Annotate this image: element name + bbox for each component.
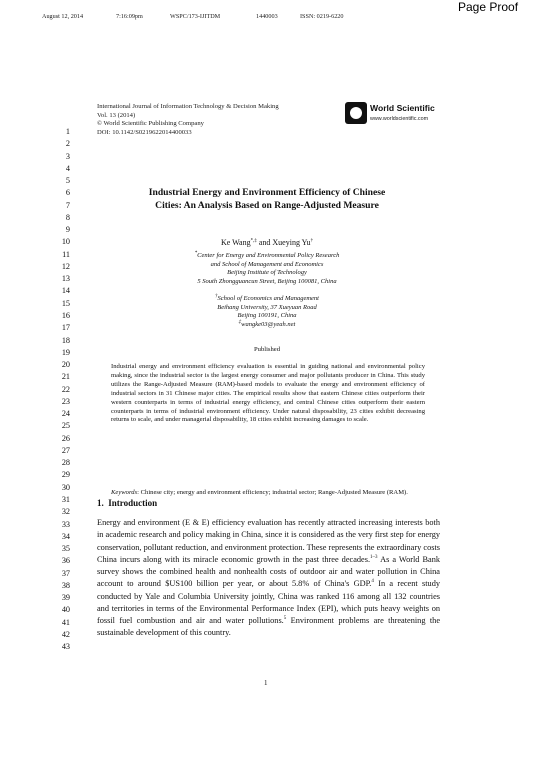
line-number: 38 — [61, 580, 70, 590]
line-number: 24 — [61, 409, 70, 419]
author-marks: *,‡ — [250, 238, 257, 244]
published-label: Published — [253, 346, 280, 353]
line-number: 17 — [61, 323, 70, 333]
line-number: 18 — [61, 335, 70, 345]
email-mark: ‡ — [238, 319, 242, 325]
author-marks: † — [310, 238, 314, 244]
line-number: 12 — [61, 261, 70, 271]
line-number: 33 — [61, 519, 70, 529]
author-connector: and — [258, 238, 271, 247]
line-number: 34 — [61, 531, 70, 541]
abstract: Industrial energy and environment efficiency evaluation is essential in guiding national and environmental policy making, since the industrial sector is the largest energy consumer and major pollutants producer in China. This study utilizes the Range-Adjusted Measure (RAM)-based models to evaluate the energy and environment efficiency of industrial sectors in 31 Chinese major cities. The empirical results show that eastern Chinese cities outperform their western counterparts in terms of industrial energy efficiency, and central Chinese cities outperform their eastern counterparts in terms of industrial environment efficiency. Under natural disposability, 23 cities exhibit decreasing returns to scale, and under managerial disposability, 18 cities exhibit increasing damages to scale. — [111, 363, 425, 424]
author-name: Xueying Yu — [272, 238, 311, 247]
header-journal-code: WSPC/173-IJITDM — [170, 13, 221, 20]
line-number: 19 — [61, 347, 70, 357]
affiliation-mark: * — [194, 250, 198, 256]
line-number: 30 — [61, 482, 70, 492]
line-number: 41 — [61, 617, 70, 627]
keywords-text: : Chinese city; energy and environment efficiency; industrial sector; Range-Adjusted Measure (RAM). — [137, 489, 408, 496]
publisher-url: www.worldscientific.com — [370, 116, 429, 122]
author-email[interactable]: wangke03@yeah.net — [241, 321, 296, 329]
world-scientific-logo-icon — [345, 102, 367, 124]
keywords — [111, 489, 425, 498]
affiliation-mark: † — [215, 293, 218, 299]
journal-name: International Journal of Information Technology & Decision Making — [97, 103, 279, 110]
line-numbers — [56, 126, 70, 653]
line-number: 28 — [61, 458, 70, 468]
section-heading — [97, 498, 157, 508]
header-time: 7:16:09pm — [116, 13, 143, 20]
affiliation-line: School of Economics and Management — [217, 295, 319, 302]
intro-text: As a World Bank survey shows the combined health and nonhealth costs of outdoor air and water pollution in China account to around $US100 billion per year, or about 5.8% of China's GDP. — [97, 554, 440, 589]
author-name: Ke Wang — [220, 238, 251, 247]
line-number: 8 — [65, 212, 70, 222]
line-number: 39 — [61, 593, 70, 603]
citation[interactable]: 4 — [371, 579, 374, 585]
affiliation-line: Beihang University, 37 Xueyuan Road — [217, 303, 317, 311]
line-number: 5 — [65, 176, 70, 186]
line-number: 42 — [61, 629, 70, 639]
line-number: 7 — [65, 200, 70, 210]
introduction-paragraph — [97, 517, 440, 640]
line-number: 27 — [61, 445, 70, 455]
section-title: Introduction — [108, 498, 158, 508]
line-number: 9 — [65, 225, 70, 235]
line-number: 13 — [61, 274, 70, 284]
citation[interactable]: 1–3 — [370, 555, 378, 561]
line-number: 20 — [61, 360, 70, 370]
page-proof-label: Page Proof — [458, 0, 519, 14]
section-number: 1. — [97, 498, 104, 508]
line-number: 29 — [61, 470, 70, 480]
line-number: 43 — [61, 642, 70, 652]
keywords-label: Keywords — [111, 489, 138, 496]
affiliation-1 — [97, 252, 437, 287]
line-number: 31 — [61, 494, 70, 504]
line-number: 23 — [61, 396, 70, 406]
line-number: 21 — [61, 372, 70, 382]
header-issn: ISSN: 0219-6220 — [300, 13, 344, 20]
journal-volume: Vol. 13 (2014) — [97, 111, 136, 119]
line-number: 10 — [61, 237, 70, 247]
affiliation-line: and School of Management and Economics — [210, 260, 324, 268]
line-number: 1 — [65, 127, 70, 136]
title-line: Industrial Energy and Environment Efficiency of Chinese — [148, 187, 386, 198]
line-number: 11 — [62, 249, 70, 259]
line-number: 40 — [61, 605, 70, 615]
intro-text: In a recent study conducted by Yale and Columbia University jointly, China was ranked 116 among all 132 countries and territories in terms of the Environmental Performance Index (EPI), which puts heavy weights on fossil fuel combustion and air and water pollutions. — [97, 579, 440, 626]
line-number: 4 — [65, 163, 70, 173]
journal-copyright: © World Scientific Publishing Company — [97, 120, 204, 128]
line-number: 35 — [61, 544, 70, 554]
line-number: 6 — [65, 188, 70, 198]
line-number: 37 — [61, 568, 70, 578]
affiliation-line: Beijing 100191, China — [237, 312, 297, 320]
line-number: 32 — [61, 507, 70, 517]
affiliation-line: 5 South Zhongguancun Street, Beijing 100081, China — [197, 278, 337, 286]
header-date: August 12, 2014 — [42, 13, 84, 20]
line-number: 15 — [61, 298, 70, 308]
citation[interactable]: 5 — [283, 616, 287, 622]
line-number: 26 — [61, 433, 70, 443]
line-number: 2 — [65, 139, 70, 149]
affiliation-line: Beijing Institute of Technology — [227, 269, 307, 277]
header-article-id: 1440003 — [256, 13, 278, 20]
author-line — [97, 238, 437, 247]
intro-text: Energy and environment (E & E) efficiency evaluation has recently attracted increasing interests both in academic research and policy making in China, since it is considered as the very first step for energy conservation, pollutant reduction, and environment protection. These represents the extraordinary costs China incurs along with its miracle economic growth in the past three decades. — [97, 518, 440, 564]
line-number: 14 — [61, 286, 70, 296]
title-line: Cities: An Analysis Based on Range-Adjusted Measure — [155, 200, 379, 211]
line-number: 36 — [61, 556, 70, 566]
line-number: 16 — [61, 310, 70, 320]
line-number: 22 — [61, 384, 70, 394]
paper-title — [97, 186, 437, 212]
intro-text: Environment problems are threatening the sustainable development of this country. — [97, 616, 440, 638]
line-number: 25 — [61, 421, 70, 431]
line-number: 3 — [65, 151, 70, 161]
affiliation-2 — [97, 295, 437, 330]
journal-doi: DOI: 10.1142/S0219622014400033 — [97, 128, 192, 136]
publisher-name: World Scientific — [370, 103, 435, 113]
page-number: 1 — [264, 679, 268, 687]
affiliation-line: Center for Energy and Environmental Policy Research — [197, 252, 340, 259]
publisher-logo — [345, 102, 443, 128]
